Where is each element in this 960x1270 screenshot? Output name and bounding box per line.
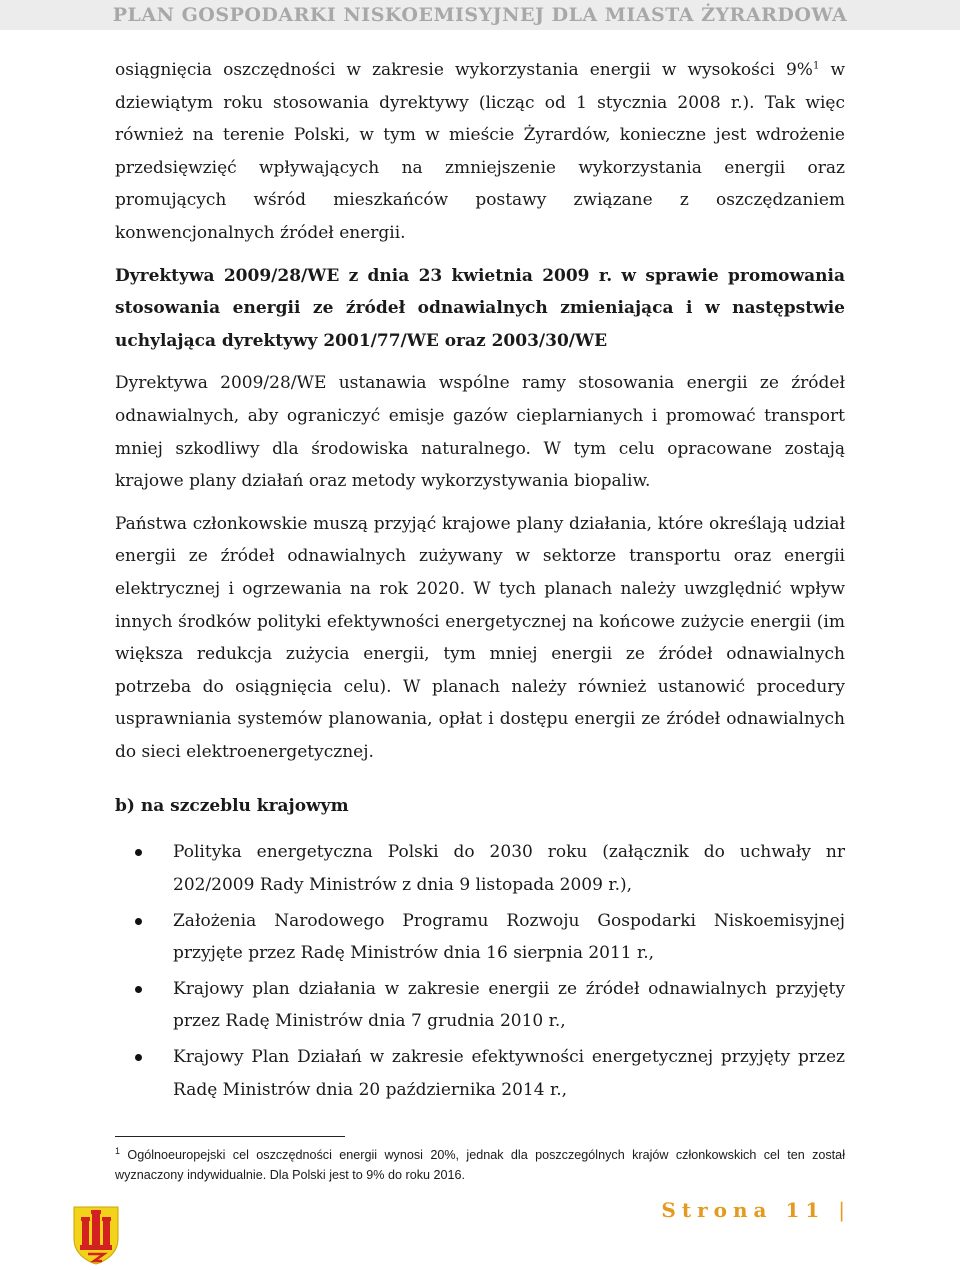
intro-text-part2: w dziewiątym roku stosowania dyrektywy (licząc od 1 stycznia 2008 r.). Tak więc również na terenie Polski, w tym w mieście Żyrardów, konieczne jest wdrożenie przedsięwzięć wpływających na zmniejszenie wykorzystania energii oraz promujących wśród mieszkańców postawy związane z oszczędzaniem konwencjonalnych źródeł energii.	[115, 60, 845, 243]
directive-heading: Dyrektywa 2009/28/WE z dnia 23 kwietnia 2009 r. w sprawie promowania stosowania energii ze źródeł odnawialnych zmieniająca i w następstwie uchylająca dyrektywy 2001/77/WE oraz 2003/30/WE	[115, 265, 845, 351]
page-content	[115, 54, 845, 1109]
list-item-text: Krajowy Plan Działań w zakresie efektywności energetycznej przyjęty przez Radę Ministrów dnia 20 października 2014 r.,	[173, 1047, 845, 1100]
list-item-text: Polityka energetyczna Polski do 2030 roku (załącznik do uchwały nr 202/2009 Rady Ministrów z dnia 9 listopada 2009 r.),	[173, 842, 845, 896]
list-item	[115, 1041, 845, 1106]
list-item	[115, 905, 845, 970]
footnote	[115, 1145, 845, 1185]
footnote-text: Ogólnoeuropejski cel oszczędności energii wynosi 20%, jednak dla poszczególnych krajów członkowskich cel ten został wyznaczony indywidualnie. Dla Polski jest to 9% do roku 2016.	[115, 1148, 845, 1182]
header-title: PLAN GOSPODARKI NISKOEMISYJNEJ DLA MIASTA ŻYRARDOWA	[112, 4, 848, 26]
intro-text-part1: osiągnięcia oszczędności w zakresie wykorzystania energii w wysokości 9%	[115, 60, 813, 80]
directive-paragraph-2: Państwa członkowskie muszą przyjąć krajowe plany działania, które określają udział energii ze źródeł odnawialnych zużywany w sektorze transportu oraz energii elektrycznej i ogrzewania na rok 2020. W tych planach należy uwzględnić wpływ innych środków polityki efektywności energetycznej na końcowe zużycie energii (im większa redukcja zużycia energii, tym mniej energii ze źródeł odnawialnych potrzeba do osiągnięcia celu). W planach należy również ustanowić procedury usprawniania systemów planowania, opłat i dostępu energii ze źródeł odnawialnych do sieci elektroenergetycznej.	[115, 513, 845, 762]
bullet-icon	[135, 918, 142, 925]
page-header	[0, 0, 960, 30]
list-item-text: Założenia Narodowego Programu Rozwoju Gospodarki Niskoemisyjnej przyjęte przez Radę Ministrów dnia 16 sierpnia 2011 r.,	[173, 910, 845, 964]
page-separator: |	[838, 1198, 845, 1222]
footnote-divider	[115, 1136, 345, 1137]
list-item-text: Krajowy plan działania w zakresie energii ze źródeł odnawialnych przyjęty przez Radę Ministrów dnia 7 grudnia 2010 r.,	[173, 978, 845, 1032]
bullet-icon	[135, 986, 142, 993]
page-number	[661, 1198, 845, 1222]
page-label: Strona 11	[661, 1198, 826, 1222]
footnote-number: 1	[115, 1145, 121, 1156]
footnote-ref[interactable]: 1	[812, 60, 820, 72]
list-item	[115, 836, 845, 901]
national-documents-list	[115, 836, 845, 1106]
bullet-icon	[135, 1054, 142, 1061]
list-item	[115, 973, 845, 1038]
intro-paragraph	[115, 54, 845, 250]
bullet-icon	[135, 849, 142, 856]
city-crest-icon	[72, 1205, 120, 1265]
directive-paragraph-1: Dyrektywa 2009/28/WE ustanawia wspólne ramy stosowania energii ze źródeł odnawialnych, aby ograniczyć emisje gazów cieplarnianych i promować transport mniej szkodliwy dla środowiska naturalnego. W tym celu opracowane zostają krajowe plany działań oraz metody wykorzystywania biopaliw.	[115, 373, 845, 492]
section-b-heading: b) na szczeblu krajowym	[115, 796, 349, 817]
